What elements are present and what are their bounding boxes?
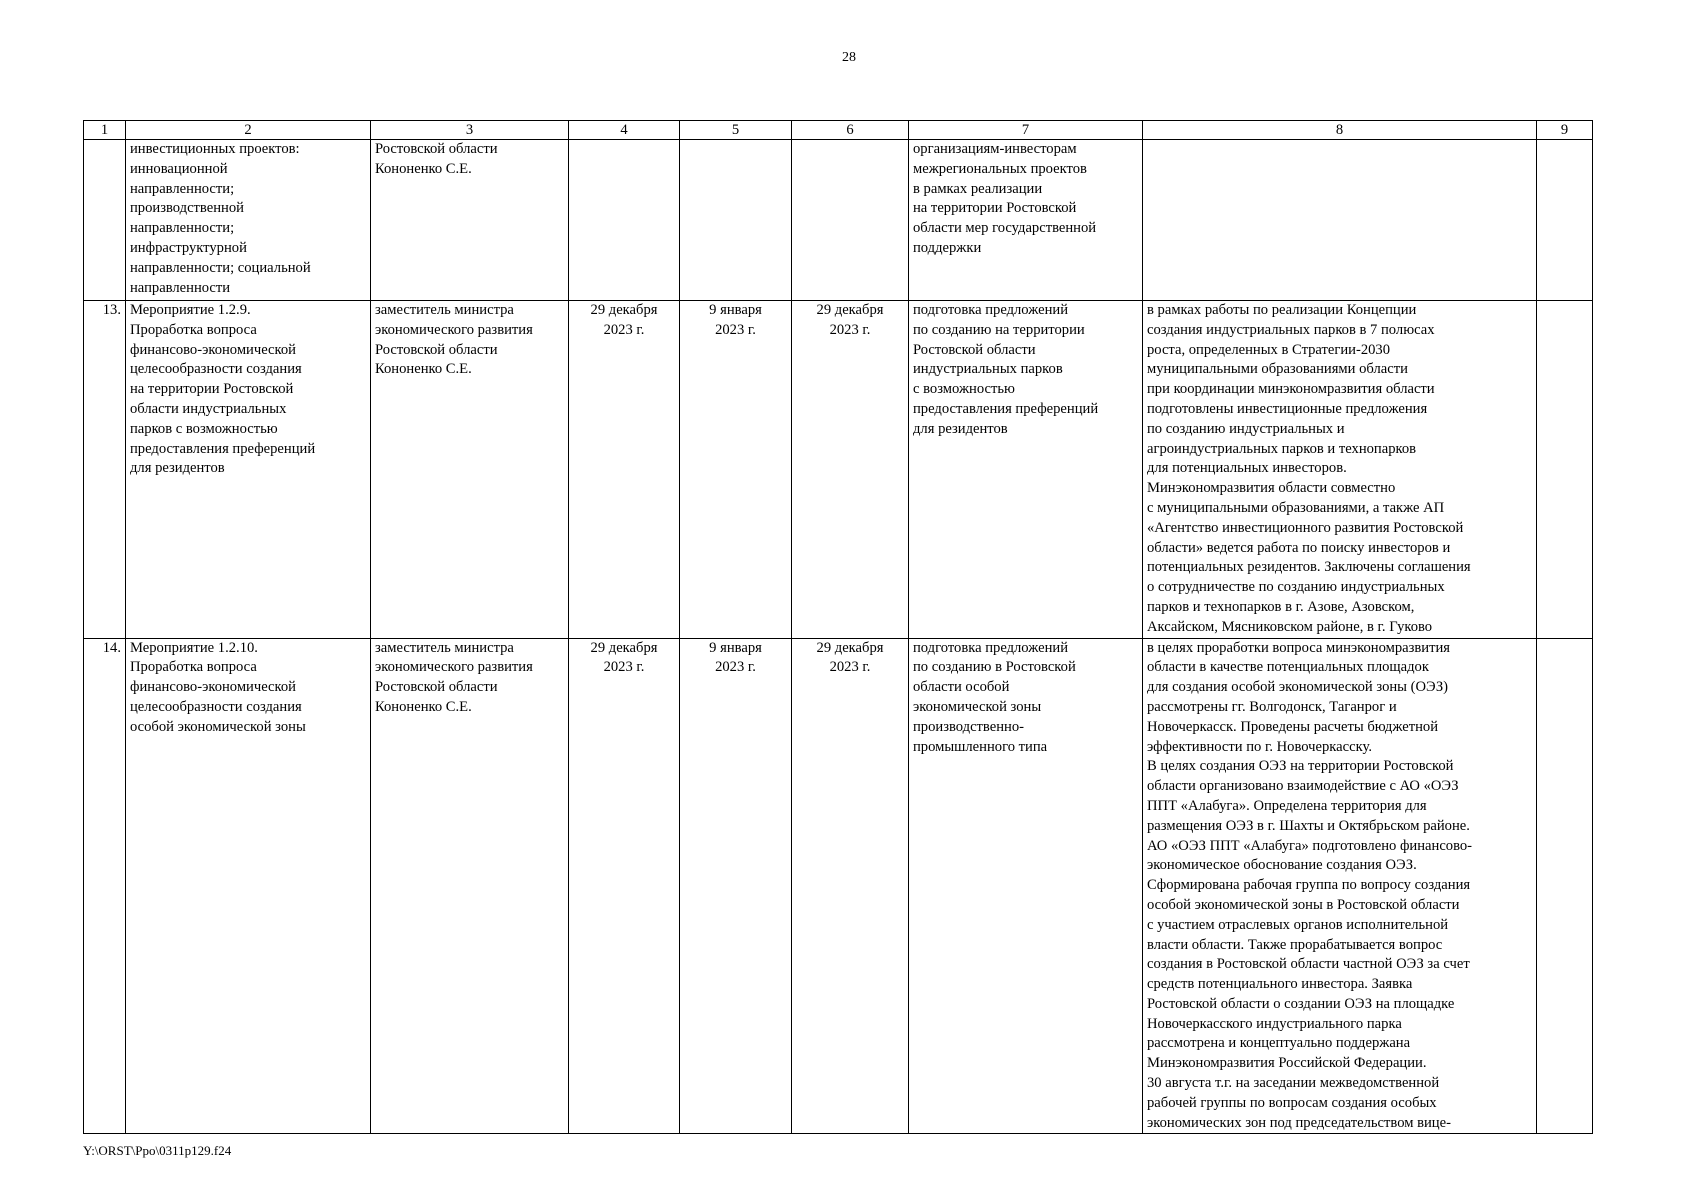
column-header-5: 5 bbox=[680, 121, 792, 140]
date-end-cell bbox=[792, 140, 909, 301]
table-row-14 bbox=[84, 638, 1593, 1134]
note-cell bbox=[1537, 140, 1593, 301]
row-number-cell: 13. bbox=[84, 301, 126, 639]
column-header-3: 3 bbox=[371, 121, 569, 140]
column-number-header-row bbox=[84, 121, 1593, 140]
column-header-4: 4 bbox=[569, 121, 680, 140]
report-table bbox=[83, 120, 1593, 1134]
column-header-8: 8 bbox=[1143, 121, 1537, 140]
column-header-2: 2 bbox=[126, 121, 371, 140]
page-number: 28 bbox=[842, 50, 856, 65]
footer-file-path: Y:\ORST\Ppo\0311p129.f24 bbox=[83, 1143, 232, 1158]
result-cell: подготовка предложений по созданию на территории Ростовской области индустриальных парков с возможностью предоставления преференций для резидентов bbox=[909, 301, 1143, 639]
info-cell: в рамках работы по реализации Концепции создания индустриальных парков в 7 полюсах роста, определенных в Стратегии-2030 муниципальными образованиями области при координации минэкономразвития области подготовлены инвестиционные предложения по созданию индустриальных и агроиндустриальных парков и технопарков для потенциальных инвесторов. Минэкономразвития области совместно с муниципальными образованиями, а также АП «Агентство инвестиционного развития Ростовской области» ведется работа по поиску инвесторов и потенциальных резидентов. Заключены соглашения о сотрудничестве по созданию индустриальных парков и технопарков в г. Азове, Азовском, Аксайском, Мясниковском районе, в г. Гуково bbox=[1143, 301, 1537, 639]
date-planned-cell bbox=[569, 140, 680, 301]
table-row-13 bbox=[84, 301, 1593, 639]
info-cell: в целях проработки вопроса минэкономразвития области в качестве потенциальных площадок для создания особой экономической зоны (ОЭЗ) рассмотрены гг. Волгодонск, Таганрог и Новочеркасск. Проведены расчеты бюджетной эффективности по г. Новочеркасску. В целях создания ОЭЗ на территории Ростовской области организовано взаимодействие с АО «ОЭЗ ППТ «Алабуга». Определена территория для размещения ОЭЗ в г. Шахты и Октябрьском районе. АО «ОЭЗ ППТ «Алабуга» подготовлено финансово- экономическое обоснование создания ОЭЗ. Сформирована рабочая группа по вопросу создания особой экономической зоны в Ростовской области с участием отраслевых органов исполнительной власти области. Также прорабатывается вопрос создания в Ростовской области частной ОЭЗ за счет средств потенциального инвестора. Заявка Ростовской области о создании ОЭЗ на площадке Новочеркасского индустриального парка рассмотрена и концептуально поддержана Минэкономразвития Российской Федерации. 30 августа т.г. на заседании межведомственной рабочей группы по вопросам создания особых экономических зон под председательством вице- bbox=[1143, 638, 1537, 1134]
date-end-cell: 29 декабря 2023 г. bbox=[792, 638, 909, 1134]
column-header-9: 9 bbox=[1537, 121, 1593, 140]
event-cell: инвестиционных проектов: инновационной направленности; производственной направленности; инфраструктурной направленности; социальной направленности bbox=[126, 140, 371, 301]
info-cell bbox=[1143, 140, 1537, 301]
responsible-cell: заместитель министра экономического развития Ростовской области Кононенко С.Е. bbox=[371, 301, 569, 639]
date-planned-cell: 29 декабря 2023 г. bbox=[569, 638, 680, 1134]
result-cell: организациям-инвесторам межрегиональных проектов в рамках реализации на территории Ростовской области мер государственной поддержки bbox=[909, 140, 1143, 301]
event-cell: Мероприятие 1.2.9. Проработка вопроса финансово-экономической целесообразности создания на территории Ростовской области индустриальных парков с возможностью предоставления преференций для резидентов bbox=[126, 301, 371, 639]
date-end-cell: 29 декабря 2023 г. bbox=[792, 301, 909, 639]
note-cell bbox=[1537, 301, 1593, 639]
column-header-6: 6 bbox=[792, 121, 909, 140]
column-header-1: 1 bbox=[84, 121, 126, 140]
date-start-cell: 9 января 2023 г. bbox=[680, 301, 792, 639]
table-row-continuation bbox=[84, 140, 1593, 301]
date-start-cell bbox=[680, 140, 792, 301]
result-cell: подготовка предложений по созданию в Ростовской области особой экономической зоны производственно- промышленного типа bbox=[909, 638, 1143, 1134]
row-number-cell: 14. bbox=[84, 638, 126, 1134]
responsible-cell: Ростовской области Кононенко С.Е. bbox=[371, 140, 569, 301]
responsible-cell: заместитель министра экономического развития Ростовской области Кононенко С.Е. bbox=[371, 638, 569, 1134]
date-planned-cell: 29 декабря 2023 г. bbox=[569, 301, 680, 639]
date-start-cell: 9 января 2023 г. bbox=[680, 638, 792, 1134]
note-cell bbox=[1537, 638, 1593, 1134]
event-cell: Мероприятие 1.2.10. Проработка вопроса финансово-экономической целесообразности создания особой экономической зоны bbox=[126, 638, 371, 1134]
row-number-cell bbox=[84, 140, 126, 301]
column-header-7: 7 bbox=[909, 121, 1143, 140]
